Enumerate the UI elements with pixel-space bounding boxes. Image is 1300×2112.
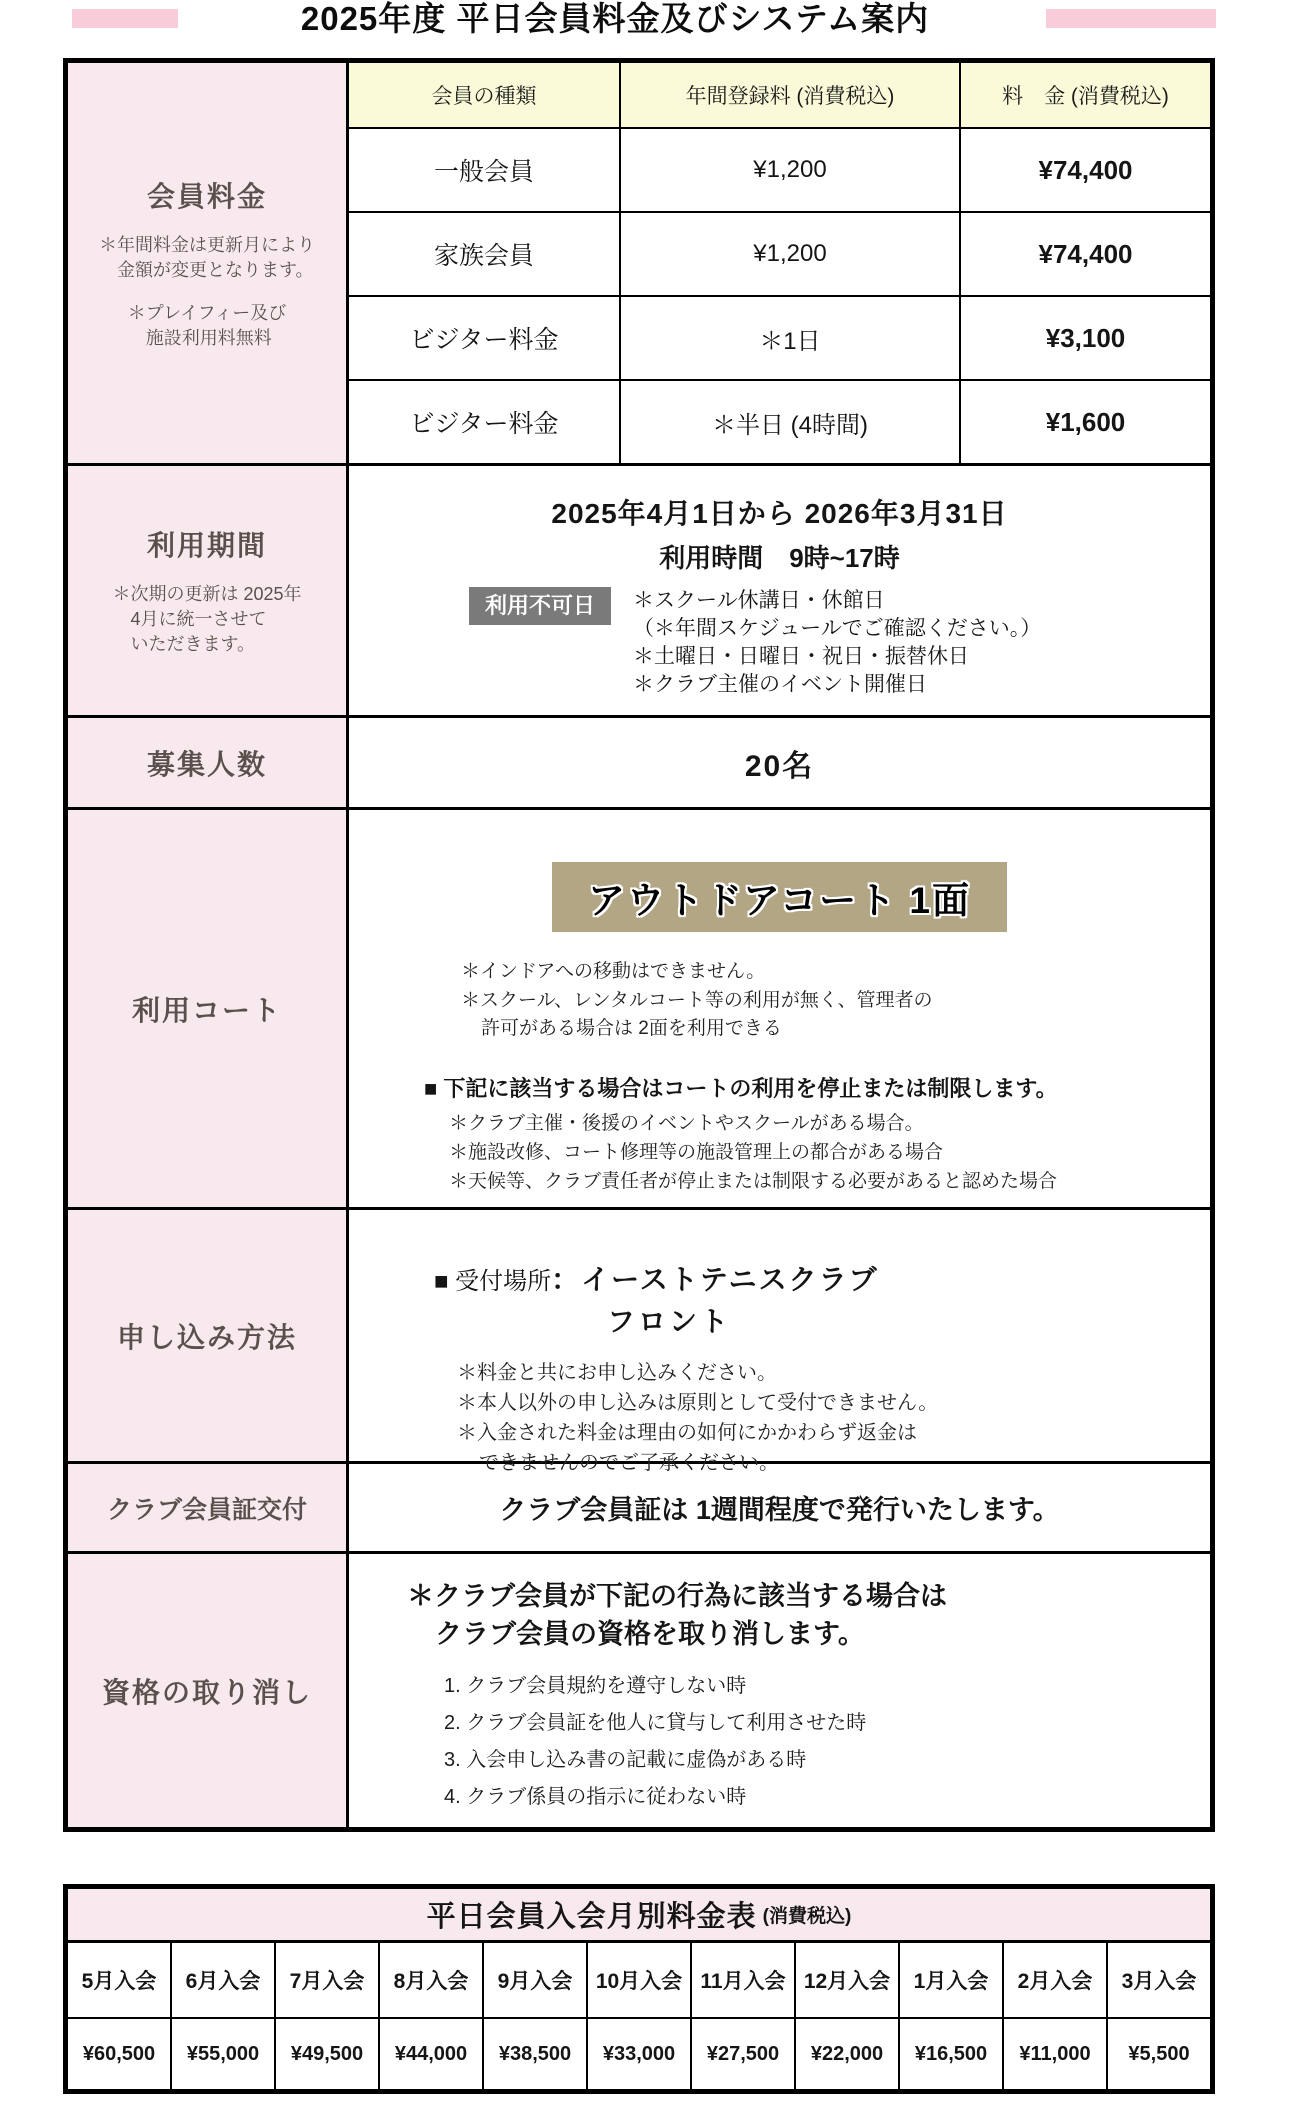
membership-fee-note-1: ＊年間料金は更新月により 金額が変更となります。 — [99, 234, 315, 280]
section-label-application — [68, 1210, 349, 1461]
list-item: 4. クラブ係員の指示に従わない時 — [444, 1785, 747, 1808]
revocation-label: 資格の取り消し — [101, 1676, 312, 1708]
monthly-fee-table — [63, 1884, 1215, 2094]
membership-info-table — [63, 58, 1215, 1832]
section-capacity — [68, 715, 1210, 807]
application-label: 申し込み方法 — [116, 1321, 297, 1353]
list-item: ＊クラブ主催・後援のイベントやスクールがある場合。 — [449, 1112, 924, 1134]
fee-table — [349, 63, 1210, 463]
monthly-fee-table-title: 平日会員入会月別料金表 — [426, 1901, 757, 1933]
usage-period-label: 利用期間 — [146, 529, 267, 561]
price-cell: ¥49,500 — [276, 2019, 380, 2089]
list-item: ＊料金と共にお申し込みください。 — [457, 1362, 777, 1384]
list-item: ＊インドアへの移動はできません。 — [461, 961, 766, 982]
fee-type: 家族会員 — [349, 213, 621, 295]
month-cell: 8月入会 — [380, 1943, 484, 2017]
price-cell: ¥33,000 — [588, 2019, 692, 2089]
section-label-revocation — [68, 1554, 349, 1827]
reception-place-value: ：イーストテニスクラブ — [551, 1264, 879, 1295]
month-cell: 1月入会 — [900, 1943, 1004, 2017]
unavailable-days-list — [633, 587, 1041, 699]
usage-period-note: ＊次期の更新は 2025年 4月に統一させて いただきます。 — [112, 583, 302, 655]
court-notes — [349, 958, 1210, 1044]
fee-type: ビジター料金 — [349, 297, 621, 379]
month-cell: 9月入会 — [484, 1943, 588, 2017]
list-item: 2. クラブ会員証を他人に貸与して利用させた時 — [444, 1711, 867, 1734]
month-cell: 12月入会 — [796, 1943, 900, 2017]
section-label-capacity — [68, 718, 349, 807]
price-cell: ¥44,000 — [380, 2019, 484, 2089]
month-cell: 7月入会 — [276, 1943, 380, 2017]
fee-row-visitor-day — [349, 297, 1210, 381]
monthly-prices-row — [68, 2019, 1210, 2089]
fee-header-registration: 年間登録料 (消費税込) — [621, 63, 961, 127]
reception-place — [349, 1258, 1210, 1298]
fee-amount: ¥74,400 — [1038, 154, 1133, 185]
membership-fee-note-2: ＊プレイフィー及び 施設利用料無料 — [127, 303, 287, 349]
usage-period-content — [349, 466, 1210, 715]
list-item: ＊本人以外の申し込みは原則として受付できません。 — [457, 1392, 939, 1414]
month-cell: 10月入会 — [588, 1943, 692, 2017]
price-cell: ¥60,500 — [68, 2019, 172, 2089]
membership-fee-label: 会員料金 — [146, 180, 267, 212]
fee-row-family — [349, 213, 1210, 297]
fee-header-fee: 料 金 (消費税込) — [961, 63, 1210, 127]
month-cell: 6月入会 — [172, 1943, 276, 2017]
revocation-content — [349, 1554, 1210, 1827]
reception-place-label: ■ 受付場所 — [434, 1268, 552, 1295]
section-application — [68, 1207, 1210, 1474]
fee-amount: ¥1,600 — [1045, 406, 1126, 437]
fee-type: 一般会員 — [349, 129, 621, 211]
fee-registration: ¥1,200 — [621, 129, 961, 211]
fee-header-type: 会員の種類 — [349, 63, 621, 127]
list-item: ＊入金された料金は理由の如何にかかわらず返金は — [457, 1422, 917, 1444]
revocation-items — [349, 1668, 1210, 1816]
section-usage-period — [68, 463, 1210, 715]
list-item: ＊スクール、レンタルコート等の利用が無く、管理者の — [461, 989, 933, 1011]
month-cell: 11月入会 — [692, 1943, 796, 2017]
list-item: ＊天候等、クラブ責任者が停止または制限する必要があると認めた場合 — [449, 1171, 1058, 1193]
title-stripe-right — [1046, 9, 1216, 28]
fee-row-general — [349, 129, 1210, 213]
court-content — [349, 810, 1210, 1207]
capacity-content — [349, 718, 1210, 807]
list-item: 許可がある場合は 2面を利用できる — [481, 1018, 782, 1039]
monthly-months-row — [68, 1943, 1210, 2019]
section-revocation — [68, 1551, 1210, 1827]
usage-period-hours: 利用時間 9時~17時 — [659, 543, 900, 573]
revocation-intro: ＊クラブ会員が下記の行為に該当する場合は クラブ会員の資格を取り消します。 — [407, 1581, 947, 1649]
fee-type: ビジター料金 — [349, 381, 621, 463]
section-court — [68, 807, 1210, 1207]
month-cell: 2月入会 — [1004, 1943, 1108, 2017]
court-restriction-title: ■ 下記に該当する場合はコートの利用を停止または制限します。 — [424, 1075, 1058, 1101]
fee-amount: ¥74,400 — [1038, 238, 1133, 269]
section-label-court — [68, 810, 349, 1207]
list-item: できませんのでご了承ください。 — [479, 1452, 779, 1474]
list-item: ＊スクール休講日・休館日 — [633, 589, 885, 612]
monthly-fee-table-title-row — [68, 1889, 1210, 1943]
page-title: 2025年度 平日会員料金及びシステム案内 — [300, 0, 930, 37]
price-cell: ¥5,500 — [1128, 2042, 1190, 2065]
list-item: ＊土曜日・日曜日・祝日・振替休日 — [633, 644, 970, 668]
list-item: ＊クラブ主催のイベント開催日 — [633, 672, 928, 696]
section-label-membership-fee — [68, 63, 349, 463]
section-label-usage-period — [68, 466, 349, 715]
outdoor-court-badge: アウトドアコート 1面 — [552, 862, 1007, 932]
month-cell: 5月入会 — [68, 1943, 172, 2017]
capacity-label: 募集人数 — [146, 748, 267, 780]
membership-card-label: クラブ会員証交付 — [106, 1495, 307, 1524]
list-item: 3. 入会申し込み書の記載に虚偽がある時 — [444, 1748, 807, 1771]
section-membership-fee — [68, 63, 1210, 463]
capacity-value: 20名 — [744, 749, 815, 783]
fee-registration: ¥1,200 — [621, 213, 961, 295]
fee-amount: ¥3,100 — [1045, 322, 1126, 353]
section-label-membership-card — [68, 1464, 349, 1551]
price-cell: ¥16,500 — [900, 2019, 1004, 2089]
price-cell: ¥11,000 — [1004, 2019, 1108, 2089]
application-content — [349, 1210, 1210, 1474]
monthly-fee-table-title-suffix: (消費税込) — [762, 1906, 852, 1927]
fee-registration: ＊1日 — [621, 297, 961, 379]
reception-place-value-2: フロント — [607, 1306, 732, 1337]
court-restriction-list — [349, 1109, 1210, 1197]
unavailable-days-badge: 利用不可日 — [469, 587, 611, 625]
fee-row-visitor-half — [349, 381, 1210, 463]
section-membership-card — [68, 1461, 1210, 1551]
usage-period-dates: 2025年4月1日から 2026年3月31日 — [551, 498, 1008, 529]
price-cell: ¥22,000 — [796, 2019, 900, 2089]
court-label: 利用コート — [131, 994, 282, 1026]
title-bar — [0, 0, 1300, 40]
month-cell: 3月入会 — [1121, 1970, 1197, 1993]
application-notes — [349, 1358, 1210, 1478]
fee-table-header-row — [349, 63, 1210, 129]
price-cell: ¥27,500 — [692, 2019, 796, 2089]
list-item: 1. クラブ会員規約を遵守しない時 — [444, 1674, 747, 1697]
list-item: （＊年間スケジュールでご確認ください。） — [633, 616, 1042, 640]
price-cell: ¥38,500 — [484, 2019, 588, 2089]
price-cell: ¥55,000 — [172, 2019, 276, 2089]
list-item: ＊施設改修、コート修理等の施設管理上の都合がある場合 — [449, 1141, 944, 1163]
fee-registration: ＊半日 (4時間) — [621, 381, 961, 463]
membership-card-content — [349, 1464, 1210, 1551]
membership-card-value: クラブ会員証は 1週間程度で発行いたします。 — [499, 1495, 1060, 1525]
